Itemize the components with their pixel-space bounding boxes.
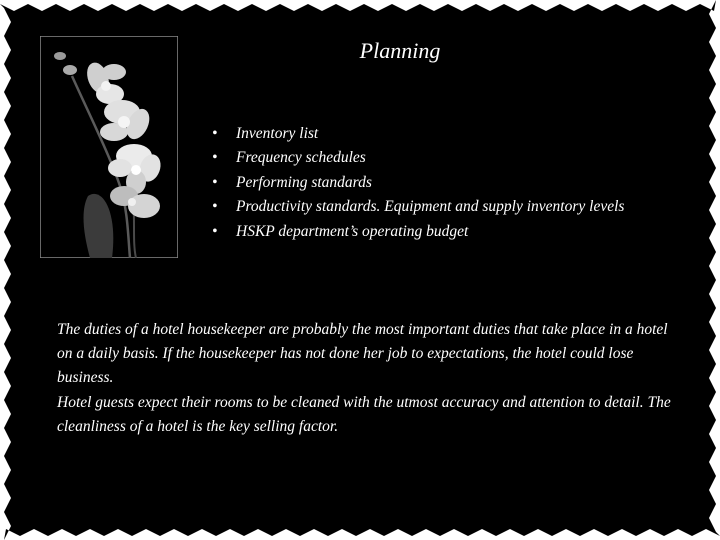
paragraph-line: on a daily basis. If the housekeeper has not done her job to expectations, the hotel could lose business. <box>57 345 634 387</box>
bullet-text: HSKP department’s operating budget <box>236 222 469 240</box>
bullet-text: Performing standards <box>236 173 372 191</box>
bullet-item <box>212 171 624 195</box>
paragraph-line: Hotel guests expect their rooms to be cleaned with the utmost accuracy and attention to detail. The <box>57 393 671 411</box>
bullet-item <box>212 146 624 170</box>
bullet-marker: • <box>212 222 218 240</box>
bullet-item <box>212 195 624 219</box>
bullet-list <box>212 122 624 244</box>
bullet-marker: • <box>212 125 218 142</box>
bullet-item <box>212 220 624 244</box>
paragraph-line: cleanliness of a hotel is the key selling factor. <box>57 417 339 435</box>
body-paragraph <box>57 318 687 439</box>
bullet-marker: • <box>212 149 218 167</box>
bullet-marker: • <box>212 198 218 216</box>
slide-title: Planning <box>359 38 441 63</box>
bullet-text: Inventory list <box>236 125 319 142</box>
bullet-text: Productivity standards. Equipment and supply inventory levels <box>236 198 625 216</box>
bullet-item <box>212 122 624 146</box>
bullet-text: Frequency schedules <box>236 149 366 167</box>
bullet-marker: • <box>212 173 218 191</box>
orchid-photo <box>40 36 178 258</box>
paragraph-line: The duties of a hotel housekeeper are probably the most important duties that take place in a hotel <box>57 321 668 338</box>
